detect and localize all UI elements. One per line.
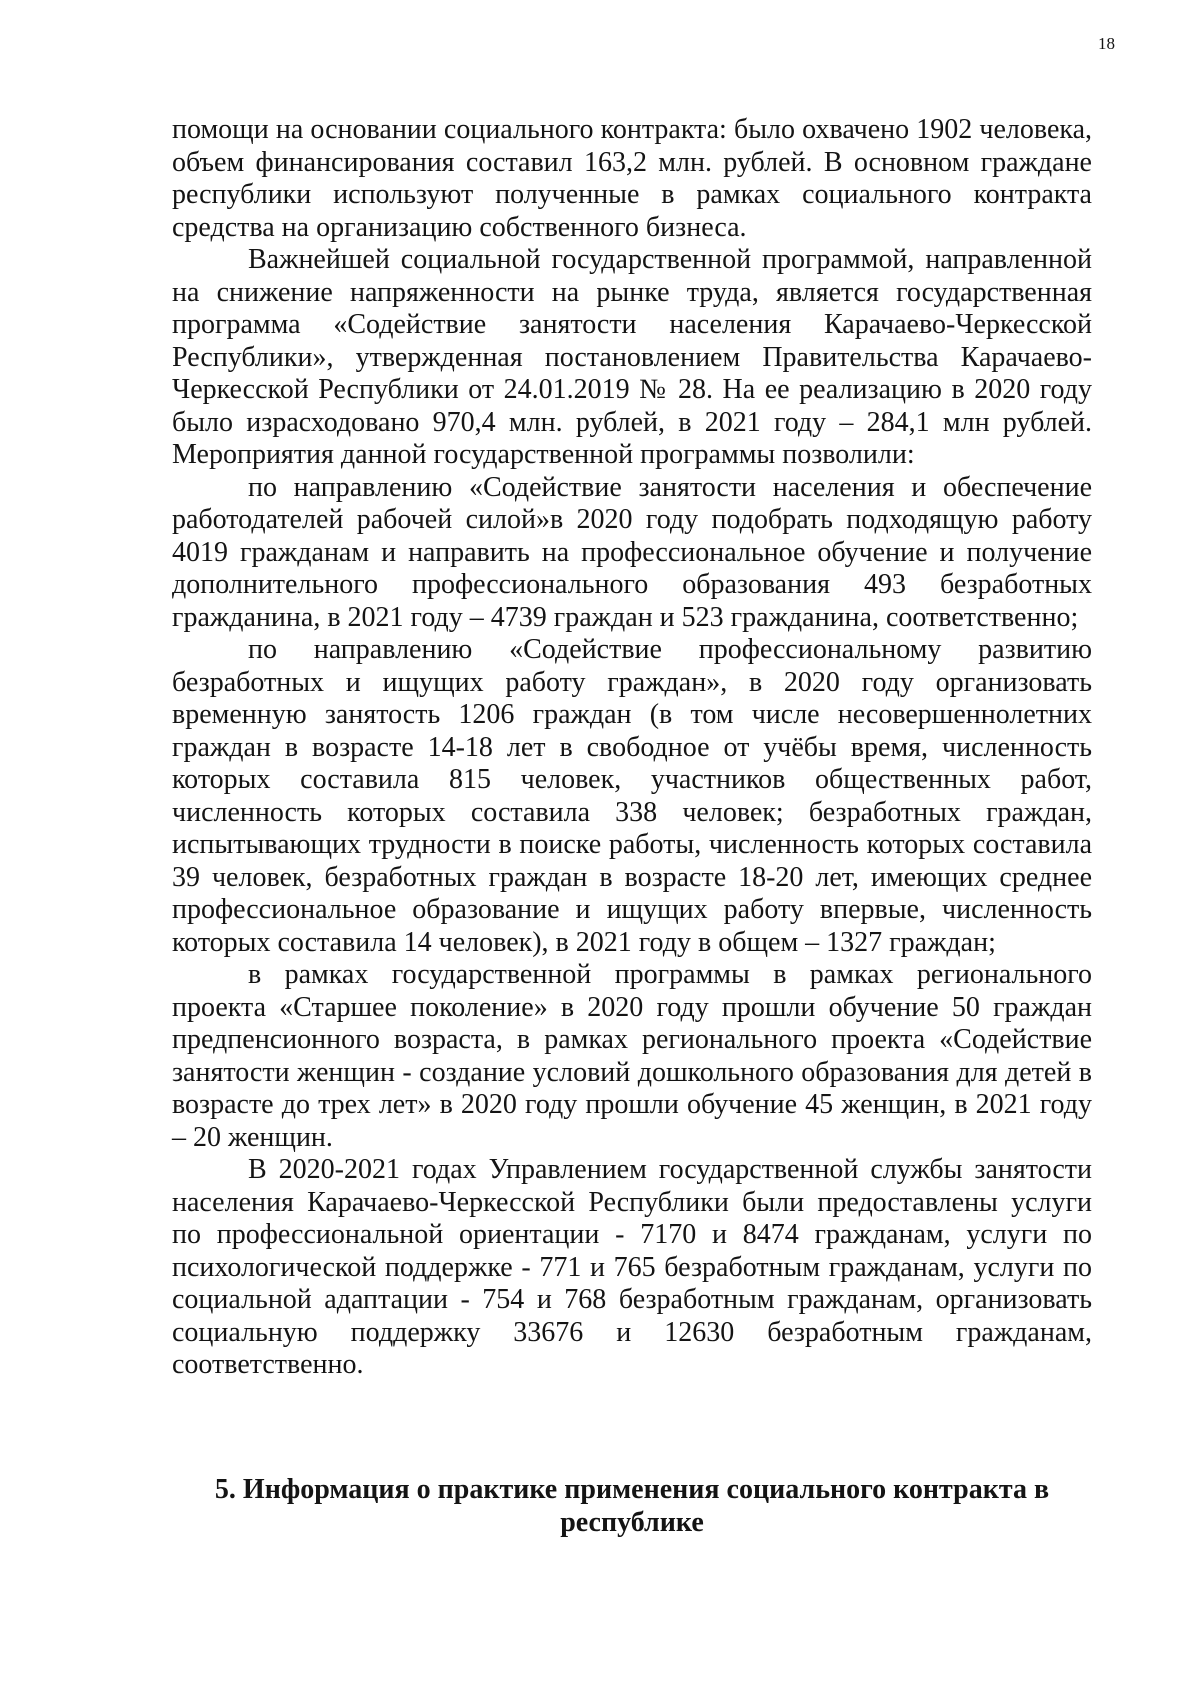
- paragraph-state-program: Важнейшей социальной государственной программой, направленной на снижение напряженности на рынке труда, является государственная программа «Содействие занятости населения Карачаево-Черкесской Республики», утвержденная постановлением Правительства Карачаево-Черкесской Республики от 24.01.2019 № 28. На ее реализацию в 2020 году было израсходовано 970,4 млн. рублей, в 2021 году – 284,1 млн рублей. Мероприятия данной государственной программы позволили:: [172, 244, 1092, 470]
- section-heading: 5. Информация о практике применения социального контракта в республике: [214, 1474, 1050, 1538]
- paragraph-social-contract-continuation: помощи на основании социального контракта: было охвачено 1902 человека, объем финансирования составил 163,2 млн. рублей. В основном граждане республики используют полученные в рамках социального контракта средства на организацию собственного бизнеса.: [172, 114, 1092, 243]
- paragraph-employment-direction: по направлению «Содействие занятости населения и обеспечение работодателей рабочей силой»в 2020 году подобрать подходящую работу 4019 гражданам и направить на профессиональное обучение и получение дополнительного профессионального образования 493 безработных гражданина, в 2021 году – 4739 граждан и 523 гражданина, соответственно;: [172, 471, 1092, 633]
- page-number: 18: [1098, 34, 1115, 53]
- paragraph-professional-development: по направлению «Содействие профессиональному развитию безработных и ищущих работу граждан», в 2020 году организовать временную занятость 1206 граждан (в том числе несовершеннолетних граждан в возрасте 14-18 лет в свободное от учёбы время, численность которых составила 815 человек, участников общественных работ, численность которых составила 338 человек; безработных граждан, испытывающих трудности в поиске работы, численность которых составила 39 человек, безработных граждан в возрасте 18-20 лет, имеющих среднее профессиональное образование и ищущих работу впервые, численность которых составила 14 человек), в 2021 году в общем – 1327 граждан;: [172, 634, 1092, 958]
- paragraph-employment-services: В 2020-2021 годах Управлением государственной службы занятости населения Карачаево-Черкесской Республики были предоставлены услуги по профессиональной ориентации - 7170 и 8474 гражданам, услуги по психологической поддержке - 771 и 765 безработным гражданам, услуги по социальной адаптации - 754 и 768 безработным гражданам, организовать социальную поддержку 33676 и 12630 безработным гражданам, соответственно.: [172, 1154, 1092, 1380]
- document-body: [172, 114, 1092, 1382]
- paragraph-regional-projects: в рамках государственной программы в рамках регионального проекта «Старшее поколение» в 2020 году прошли обучение 50 граждан предпенсионного возраста, в рамках регионального проекта «Содействие занятости женщин - создание условий дошкольного образования для детей в возрасте до трех лет» в 2020 году прошли обучение 45 женщин, в 2021 году – 20 женщин.: [172, 959, 1092, 1153]
